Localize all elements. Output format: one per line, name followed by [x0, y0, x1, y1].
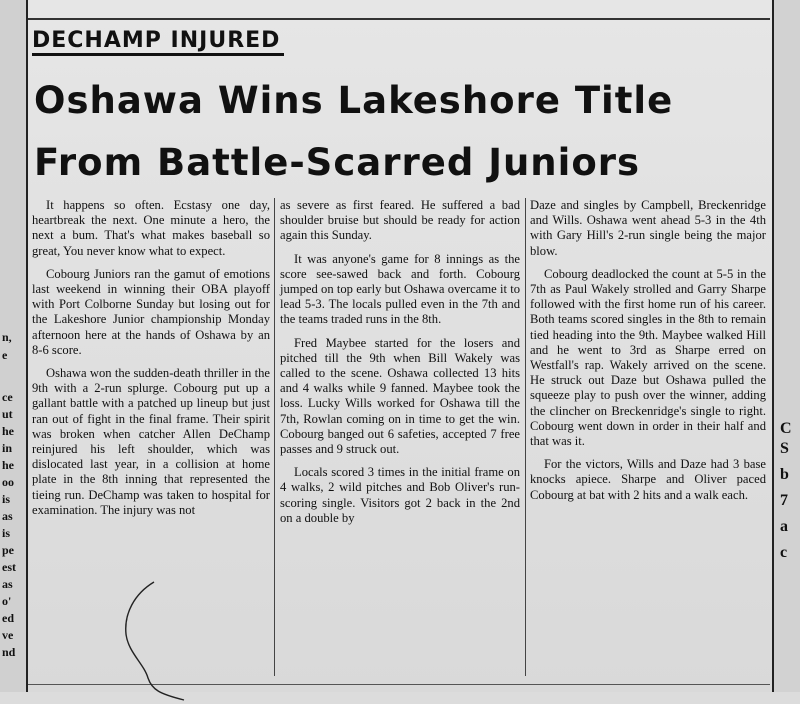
paragraph: It was anyone's game for 8 innings as the score see-sawed back and forth. Cobourg jumped on top early but Oshawa overcame it to lead 5-3. The locals pulled even in the 7th and the teams traded runs in the 8th.: [280, 251, 520, 327]
margin-fragment: is: [2, 492, 11, 506]
margin-fragment: as: [2, 509, 13, 523]
left-adjacent-column: [0, 0, 28, 692]
margin-fragment: c: [780, 544, 788, 561]
margin-fragment: nd: [2, 645, 16, 659]
headline-line-1: Oshawa Wins Lakeshore Title: [34, 79, 674, 122]
column-divider: [525, 198, 526, 676]
margin-fragment: as: [2, 577, 13, 591]
margin-fragment: o': [2, 594, 12, 608]
margin-fragment: e: [2, 348, 8, 362]
margin-fragment: ve: [2, 628, 14, 642]
margin-fragment: C: [780, 420, 792, 437]
sports-article: [28, 14, 770, 686]
margin-fragment: he: [2, 424, 14, 438]
margin-fragment: 7: [780, 492, 788, 509]
paragraph: Fred Maybee started for the losers and pitched till the 9th when Bill Wakely was called to the scene. Oshawa collected 13 hits and 4 walks while 9 fanned. Maybee took the loss. Lucky Wills worked for Oshawa till the 7th, Rowlan coming on in time to get the win. Cobourg banged out 6 safeties, accepted 7 free passes and 9 struck out.: [280, 335, 520, 457]
margin-fragment: ce: [2, 390, 13, 404]
margin-fragment: ut: [2, 407, 13, 421]
top-rule: [28, 18, 770, 20]
paragraph: Oshawa won the sudden-death thriller in the 9th with a 2-run splurge. Cobourg put up a gallant battle with a patched up lineup but just ran out of fight in the final frame. Their spirit was broken when catcher Allen DeChamp reinjured his left shoulder, which was dislocated last year, in a collision at home plate in the 8th inning that represented the tieing run. DeChamp was taken to hospital for examination. The injury was not: [32, 366, 270, 517]
margin-fragment: is: [2, 526, 11, 540]
margin-fragment: in: [2, 441, 13, 455]
pen-scribble-mark: [114, 574, 204, 704]
margin-fragment: b: [780, 466, 789, 483]
article-column-1: [32, 198, 270, 526]
article-column-3: [530, 198, 766, 511]
margin-fragment: est: [2, 560, 16, 574]
headline-line-2: From Battle-Scarred Juniors: [34, 141, 641, 184]
margin-fragment: pe: [2, 543, 14, 557]
margin-fragment: oo: [2, 475, 14, 489]
margin-fragment: S: [780, 440, 789, 457]
paragraph: Locals scored 3 times in the initial frame on 4 walks, 2 wild pitches and Bob Oliver's run-scoring single. Visitors got 2 back in the 2nd on a double by: [280, 465, 520, 525]
article-column-2: [280, 198, 520, 534]
paragraph: Cobourg deadlocked the count at 5-5 in the 7th as Paul Wakely strolled and Garry Sharpe followed with the first home run of his career. Both teams scored singles in the 8th to remain tied heading into the 9th. Maybee walked Hill and he went to 3rd as Sharpe erred on Westfall's rap. Wakely arrived on the scene. He struck out Daze but Oshawa pulled the squeeze play to push over the winner, adding the clincher on Breckenridge's single to right. Cobourg went down in order in their half and that was it.: [530, 266, 766, 449]
right-adjacent-column: [772, 0, 800, 692]
paragraph: Cobourg Juniors ran the gamut of emotions last weekend in winning their OBA playoff with Port Colborne Sunday but losing out for the Lakeshore Junior championship Monday afternoon here at the hands of Oshawa by an 8-6 score.: [32, 266, 270, 357]
margin-fragment: he: [2, 458, 14, 472]
paragraph: It happens so often. Ecstasy one day, heartbreak the next. One minute a hero, the next a bum. That's what makes baseball so great, You never know what to expect.: [32, 198, 270, 258]
column-divider: [274, 198, 275, 676]
margin-fragment: ed: [2, 611, 14, 625]
kicker-heading: DECHAMP INJURED: [32, 28, 284, 56]
margin-fragment: n,: [2, 330, 12, 344]
paragraph: Daze and singles by Campbell, Breckenridge and Wills. Oshawa went ahead 5-3 in the 4th with Gary Hill's 2-run single being the major blow.: [530, 198, 766, 258]
paragraph: as severe as first feared. He suffered a bad shoulder bruise but should be ready for action again this Sunday.: [280, 198, 520, 243]
margin-fragment: a: [780, 518, 788, 535]
paragraph: For the victors, Wills and Daze had 3 base knocks apiece. Sharpe and Oliver paced Cobourg at bat with 2 hits and a walk each.: [530, 457, 766, 502]
